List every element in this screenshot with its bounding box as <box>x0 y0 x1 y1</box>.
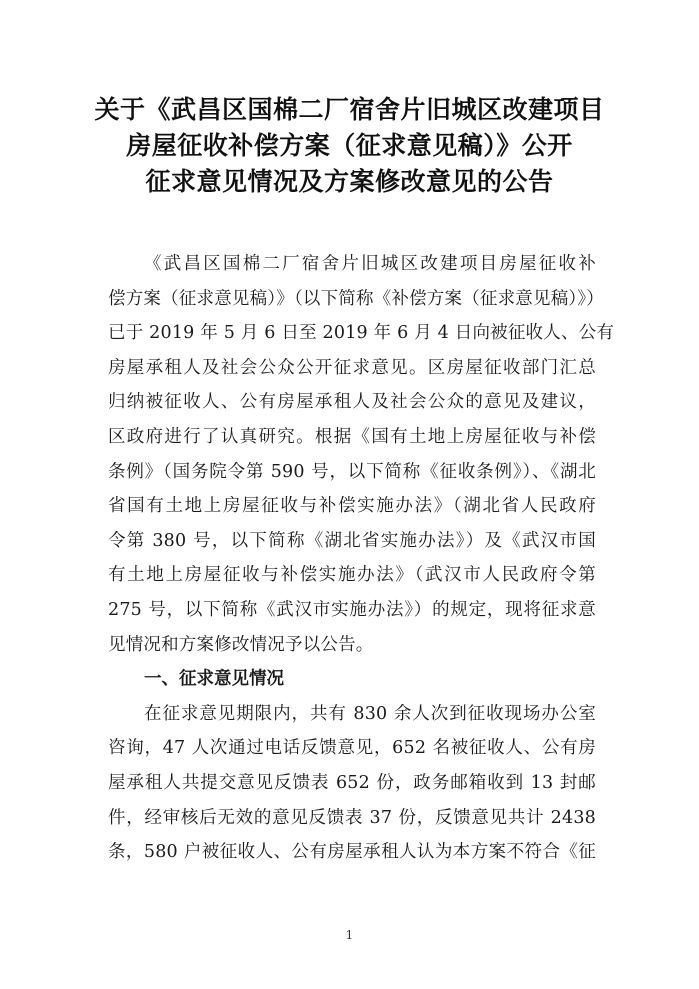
paragraph-line: 区政府进行了认真研究。根据《国有土地上房屋征收与补偿 <box>108 426 596 447</box>
paragraph-feedback <box>108 697 596 870</box>
paragraph-line: 屋承租人共提交意见反馈表 652 份，政务邮箱收到 13 封邮 <box>108 772 596 793</box>
title-line-2: 房屋征收补偿方案（征求意见稿）》公开 <box>126 131 573 160</box>
paragraph-line: 已于 2019 年 5 月 6 日至 2019 年 6 月 4 日向被征收人、公有 <box>108 323 615 344</box>
paragraph-line: 有土地上房屋征收与补偿实施办法》（武汉市人民政府令第 <box>108 565 596 586</box>
paragraph-line: 条，580 户被征收人、公有房屋承租人认为本方案不符合《征 <box>108 842 596 863</box>
paragraph-line: 《武昌区国棉二厂宿舍片旧城区改建项目房屋征收补 <box>144 254 596 274</box>
paragraph-line: 见情况和方案修改情况予以公告。 <box>108 634 374 655</box>
paragraph-line: 偿方案（征求意见稿）》（以下简称《补偿方案（征求意见稿）》） <box>108 288 604 309</box>
paragraph-line: 归纳被征收人、公有房屋承租人及社会公众的意见及建议， <box>108 392 596 413</box>
paragraph-intro <box>108 247 615 662</box>
announcement-body <box>108 247 615 870</box>
page-number: 1 <box>345 928 354 942</box>
section-heading: 一、征求意见情况 <box>144 669 284 690</box>
paragraph-line: 省国有土地上房屋征收与补偿实施办法》（湖北省人民政府 <box>108 496 596 517</box>
paragraph-line: 在征求意见期限内，共有 830 余人次到征收现场办公室 <box>144 703 596 724</box>
paragraph-line: 令第 380 号，以下简称《湖北省实施办法》）及《武汉市国 <box>108 530 596 551</box>
announcement-title <box>0 92 699 200</box>
paragraph-line: 条例》（国务院令第 590 号，以下简称《征收条例》）、《湖北 <box>108 461 596 482</box>
title-line-3: 征求意见情况及方案修改意见的公告 <box>145 167 554 196</box>
title-line-1: 关于《武昌区国棉二厂宿舍片旧城区改建项目 <box>94 95 605 124</box>
paragraph-line: 房屋承租人及社会公众公开征求意见。区房屋征收部门汇总 <box>108 357 596 378</box>
paragraph-line: 275 号，以下简称《武汉市实施办法》）的规定，现将征求意 <box>108 599 596 620</box>
paragraph-line: 咨询，47 人次通过电话反馈意见，652 名被征收人、公有房 <box>108 738 596 759</box>
paragraph-line: 件，经审核后无效的意见反馈表 37 份，反馈意见共计 2438 <box>108 807 596 828</box>
